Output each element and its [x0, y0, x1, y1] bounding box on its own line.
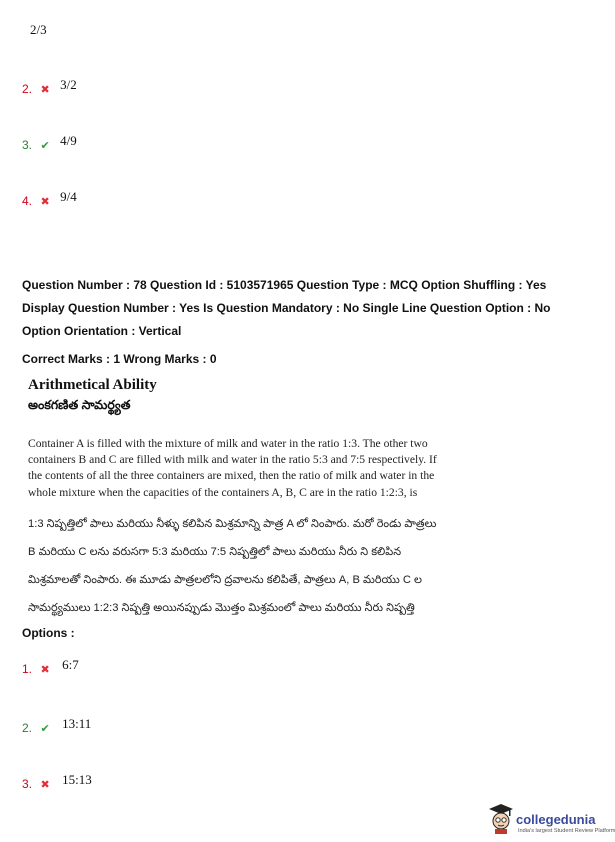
graduate-face-icon [488, 802, 514, 834]
option-value: 15:13 [62, 772, 92, 787]
cross-icon: ✖ [40, 196, 50, 208]
option-1 [22, 657, 79, 678]
option-number: 3. [22, 777, 33, 791]
collegedunia-logo [488, 800, 615, 838]
prev-option-1-value: 2/3 [30, 22, 47, 37]
marks-line: Correct Marks : 1 Wrong Marks : 0 [22, 352, 217, 366]
check-icon: ✔ [40, 140, 50, 152]
options-label: Options : [22, 626, 75, 640]
section-title-te: అంకగణిత సామర్థ్యత [28, 398, 131, 412]
meta-line-3: Option Orientation : Vertical [22, 324, 182, 338]
question-te-line: సామర్థ్యములు 1:2:3 నిష్పత్తి అయినప్పుడు మొత్తం మిశ్రమంలో పాలు మరియు నీరు నిష్పత్తి [28, 602, 415, 614]
option-value: 6:7 [62, 657, 79, 672]
option-number: 4. [22, 194, 33, 208]
logo-name: collegedunia [516, 812, 596, 827]
question-te-line: B మరియు C లను వరుసగా 5:3 మరియు 7:5 నిష్పత్తిలో పాలు మరియు నీరు ని కలిపిన [28, 546, 402, 558]
check-icon: ✔ [40, 723, 50, 735]
question-en-line: whole mixture when the capacities of the containers A, B, C are in the ratio 1:2:3, is [28, 485, 418, 499]
prev-option-3 [22, 133, 77, 154]
meta-line-2: Display Question Number : Yes Is Question Mandatory : No Single Line Question Option : No [22, 301, 551, 315]
cross-icon: ✖ [40, 664, 50, 676]
question-text-en [28, 436, 458, 501]
option-2 [22, 716, 92, 737]
option-value: 3/2 [60, 77, 77, 92]
option-value: 4/9 [60, 133, 77, 148]
option-number: 3. [22, 138, 33, 152]
option-number: 2. [22, 82, 33, 96]
option-value: 9/4 [60, 189, 77, 204]
question-meta [22, 274, 582, 343]
cross-icon: ✖ [40, 84, 50, 96]
question-en-line: containers B and C are filled with milk and water in the ratio 5:3 and 7:5 respectively. If [28, 453, 437, 467]
option-number: 1. [22, 662, 33, 676]
option-value: 13:11 [62, 716, 92, 731]
logo-tagline: India's largest Student Review Platform [518, 828, 615, 834]
meta-line-1: Question Number : 78 Question Id : 5103571965 Question Type : MCQ Option Shuffling : Yes [22, 278, 547, 292]
section-title-en: Arithmetical Ability [28, 377, 157, 393]
question-text-te [28, 510, 568, 622]
question-te-line: మిశ్రమాలతో నింపారు. ఈ మూడు పాత్రలలోని ద్రవాలను కలిపితే, పాత్రలు A, B మరియు C ల [28, 574, 422, 586]
cross-icon: ✖ [40, 779, 50, 791]
prev-option-2 [22, 77, 77, 98]
option-number: 2. [22, 721, 33, 735]
question-en-line: the contents of all the three containers are mixed, then the ratio of milk and water in the [28, 469, 435, 483]
prev-option-4 [22, 189, 77, 210]
option-3 [22, 772, 92, 793]
question-en-line: Container A is filled with the mixture of milk and water in the ratio 1:3. The other two [28, 437, 428, 450]
question-te-line: 1:3 నిష్పత్తిలో పాలు మరియు నీళ్ళు కలిపిన మిశ్రమాన్ని పాత్ర A లో నింపారు. మరో రెండు పాత్రలు [28, 518, 437, 530]
